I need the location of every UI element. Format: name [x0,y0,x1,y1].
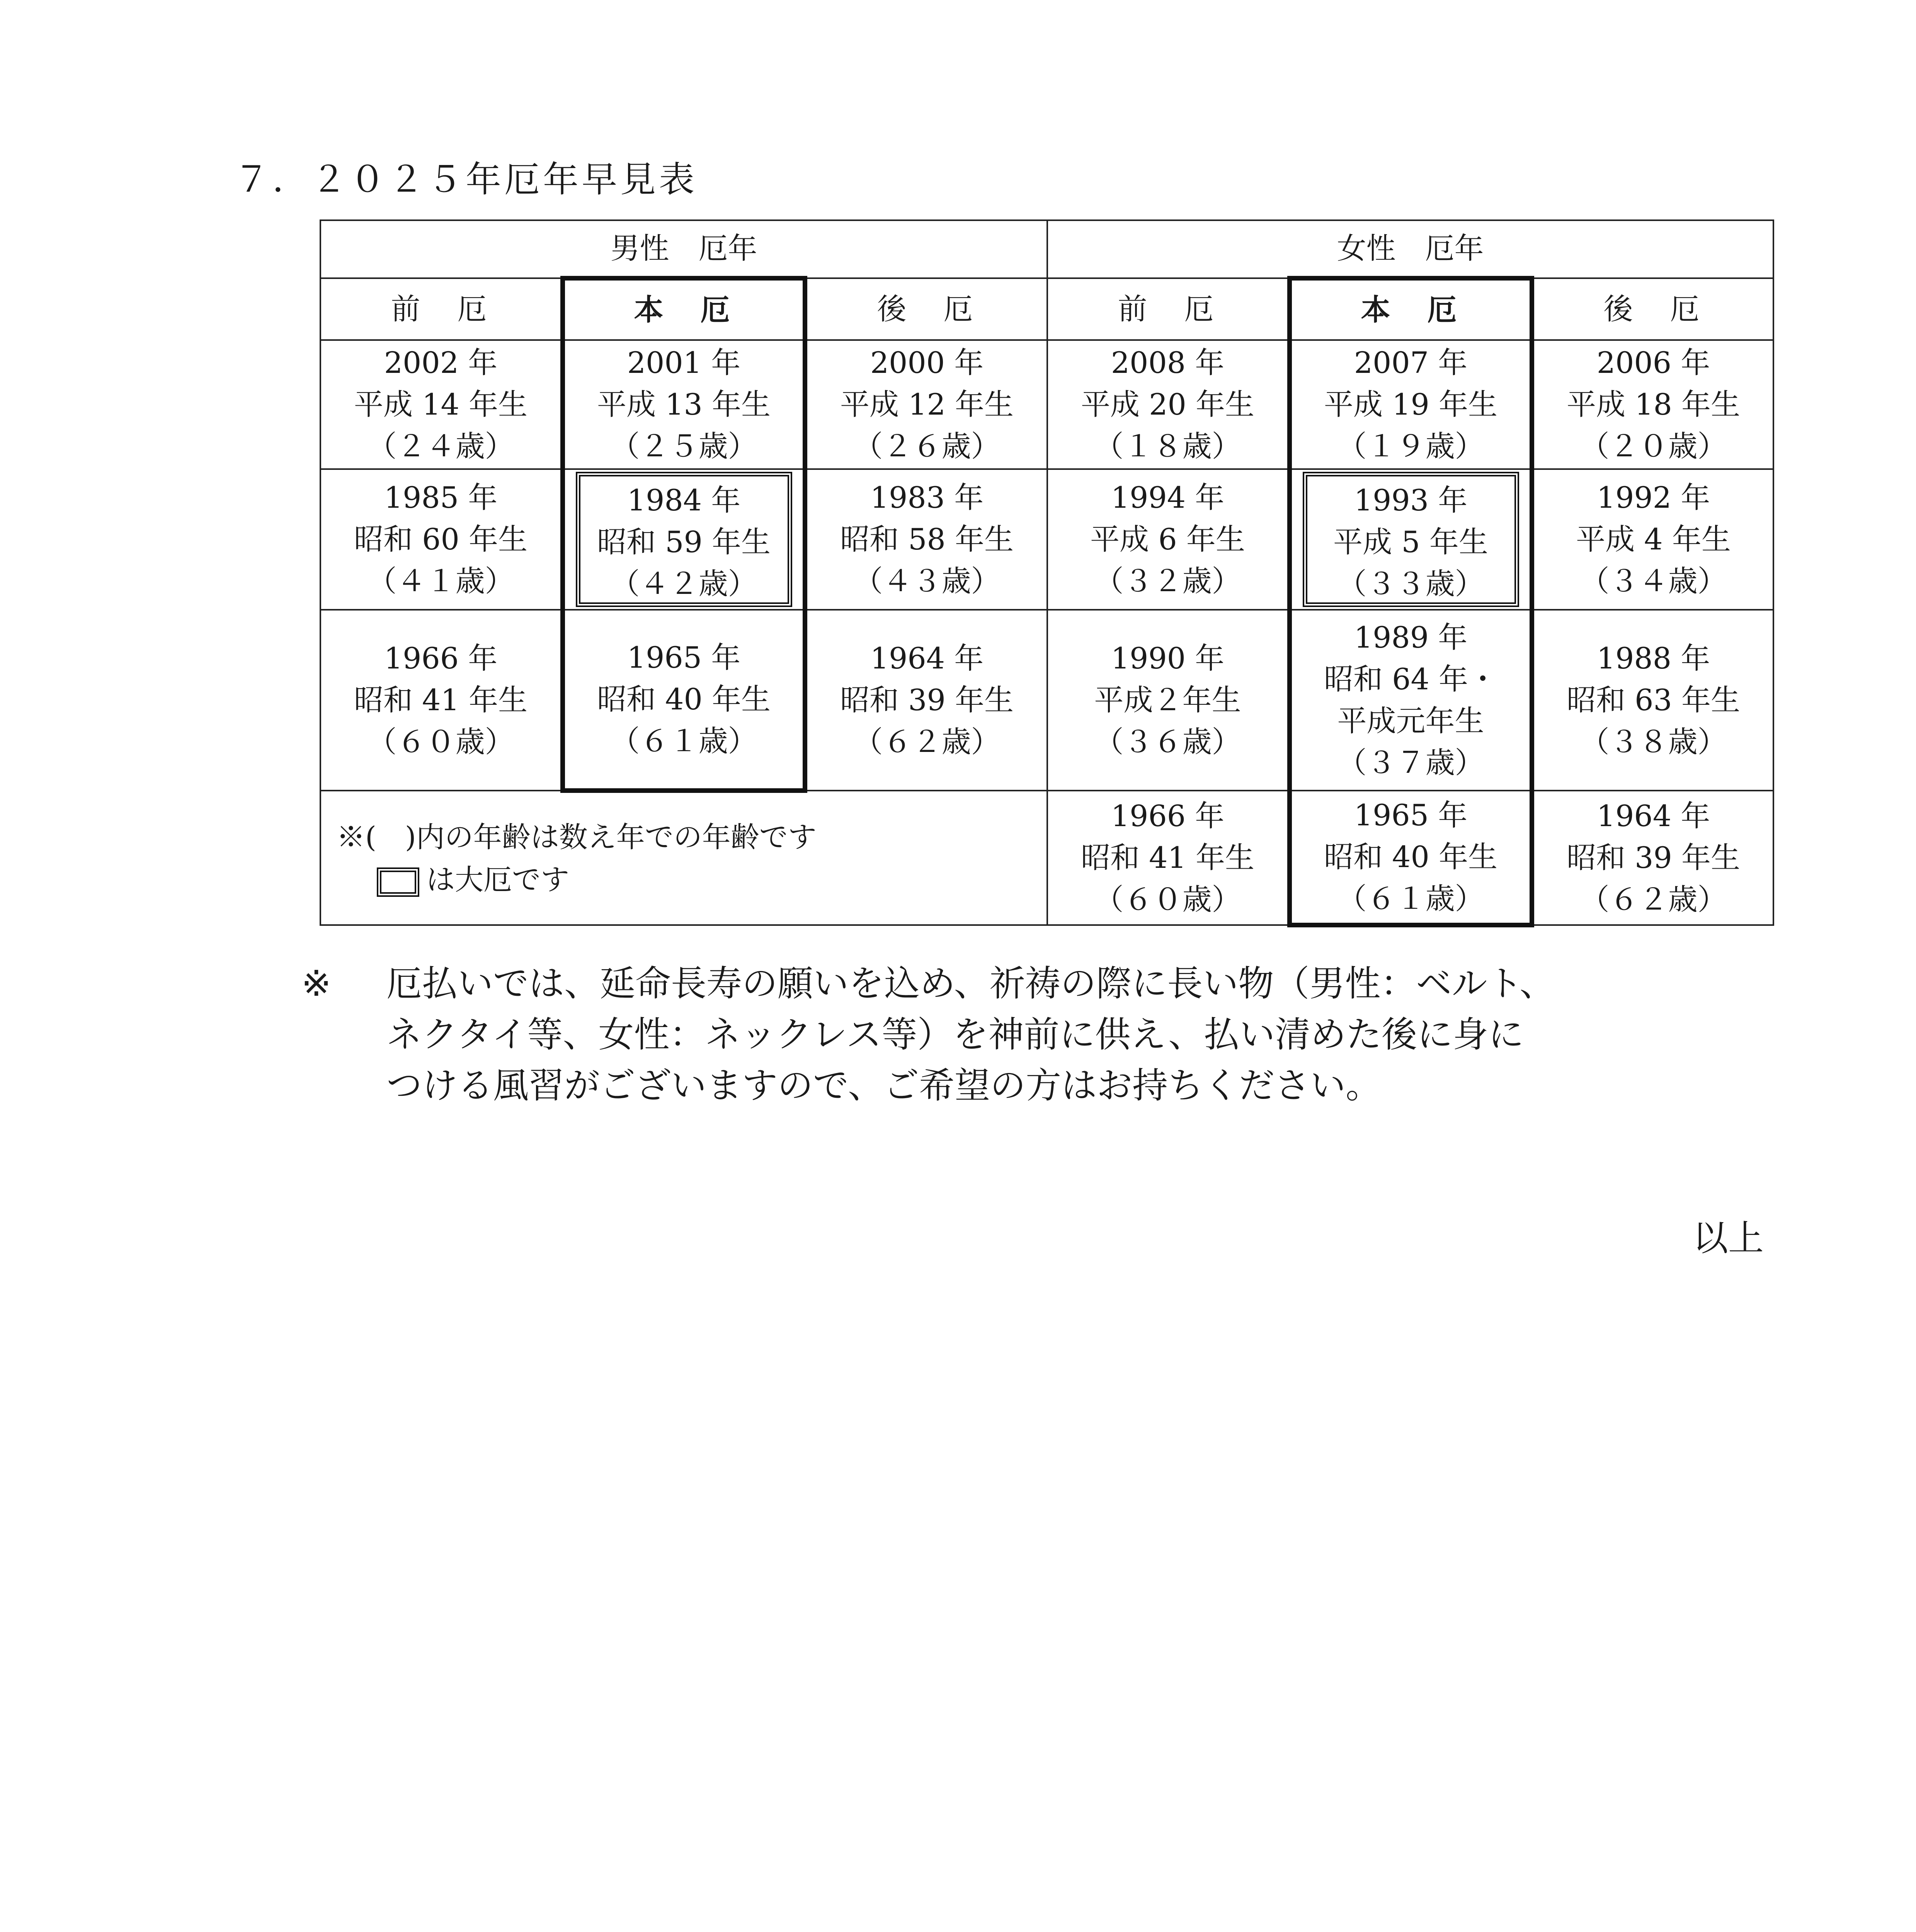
table-cell: 1992 年 平成 4 年生 （３４歳） [1532,469,1773,610]
taiyaku-highlight: 1984 年 昭和 59 年生 （４２歳） [576,472,792,607]
table-row [320,469,1773,610]
male-honyaku-header: 本 厄 [563,278,805,340]
female-atoyaku-header: 後 厄 [1532,278,1773,340]
table-cell: 1983 年 昭和 58 年生 （４３歳） [805,469,1047,610]
table-cell: 1966 年 昭和 41 年生 （６０歳） [320,610,563,791]
category-header-row [320,278,1773,340]
remark-line: つける風習がございますので、ご希望の方はお持ちください。 [386,1065,1382,1106]
remark-paragraph [301,958,1770,1111]
table-cell: 1990 年 平成２年生 （３６歳） [1047,610,1290,791]
table-row [320,340,1773,469]
table-cell: 1989 年 昭和 64 年・ 平成元年生 （３７歳） [1290,610,1532,791]
table-cell: 1994 年 平成 6 年生 （３２歳） [1047,469,1290,610]
yakudoshi-table [320,219,1774,927]
remark-text [386,958,1770,1111]
gender-header-row [320,220,1773,278]
taiyaku-highlight: 1993 年 平成 5 年生 （３３歳） [1303,472,1519,607]
taiyaku-legend-box-icon [377,867,419,897]
female-honyaku-header: 本 厄 [1290,278,1532,340]
table-cell: 1965 年 昭和 40 年生 （６１歳） [1290,791,1532,925]
female-maeyaku-header: 前 厄 [1047,278,1290,340]
remark-line: 厄払いでは、延命長寿の願いを込め、祈祷の際に長い物（男性：ベルト、 [386,963,1555,1004]
table-cell: 1964 年 昭和 39 年生 （６２歳） [1532,791,1773,925]
table-cell: 1985 年 昭和 60 年生 （４１歳） [320,469,563,610]
table-cell: 1966 年 昭和 41 年生 （６０歳） [1047,791,1290,925]
table-cell: 2007 年 平成 19 年生 （１９歳） [1290,340,1532,469]
taiyaku-legend-label: は大厄です [426,863,569,896]
remark-line: ネクタイ等、女性：ネックレス等）を神前に供え、払い清めた後に身に [386,1014,1524,1055]
male-maeyaku-header: 前 厄 [320,278,563,340]
table-cell: 2001 年 平成 13 年生 （２５歳） [563,340,805,469]
section-heading: ７．２０２５年厄年早見表 [234,159,698,200]
table-cell: 2002 年 平成 14 年生 （２４歳） [320,340,563,469]
remark-mark: ※ [301,963,332,1004]
table-cell: 1965 年 昭和 40 年生 （６１歳） [563,610,805,791]
legend-note-cell [320,791,1047,925]
table-cell: 2000 年 平成 12 年生 （２６歳） [805,340,1047,469]
table-cell: 1964 年 昭和 39 年生 （６２歳） [805,610,1047,791]
closing-text: 以上 [1693,1218,1764,1259]
table-cell: 2006 年 平成 18 年生 （２０歳） [1532,340,1773,469]
taiyaku-cell [1290,469,1532,610]
male-atoyaku-header: 後 厄 [805,278,1047,340]
yakudoshi-table-container [320,219,1773,927]
female-header: 女性 厄年 [1047,220,1773,278]
table-cell: 1988 年 昭和 63 年生 （３８歳） [1532,610,1773,791]
age-note: ※( )内の年齢は数え年での年齢です [337,821,817,854]
table-row [320,791,1773,925]
table-cell: 2008 年 平成 20 年生 （１８歳） [1047,340,1290,469]
taiyaku-cell [563,469,805,610]
table-row [320,610,1773,791]
male-header: 男性 厄年 [320,220,1047,278]
taiyaku-legend [337,859,1046,901]
